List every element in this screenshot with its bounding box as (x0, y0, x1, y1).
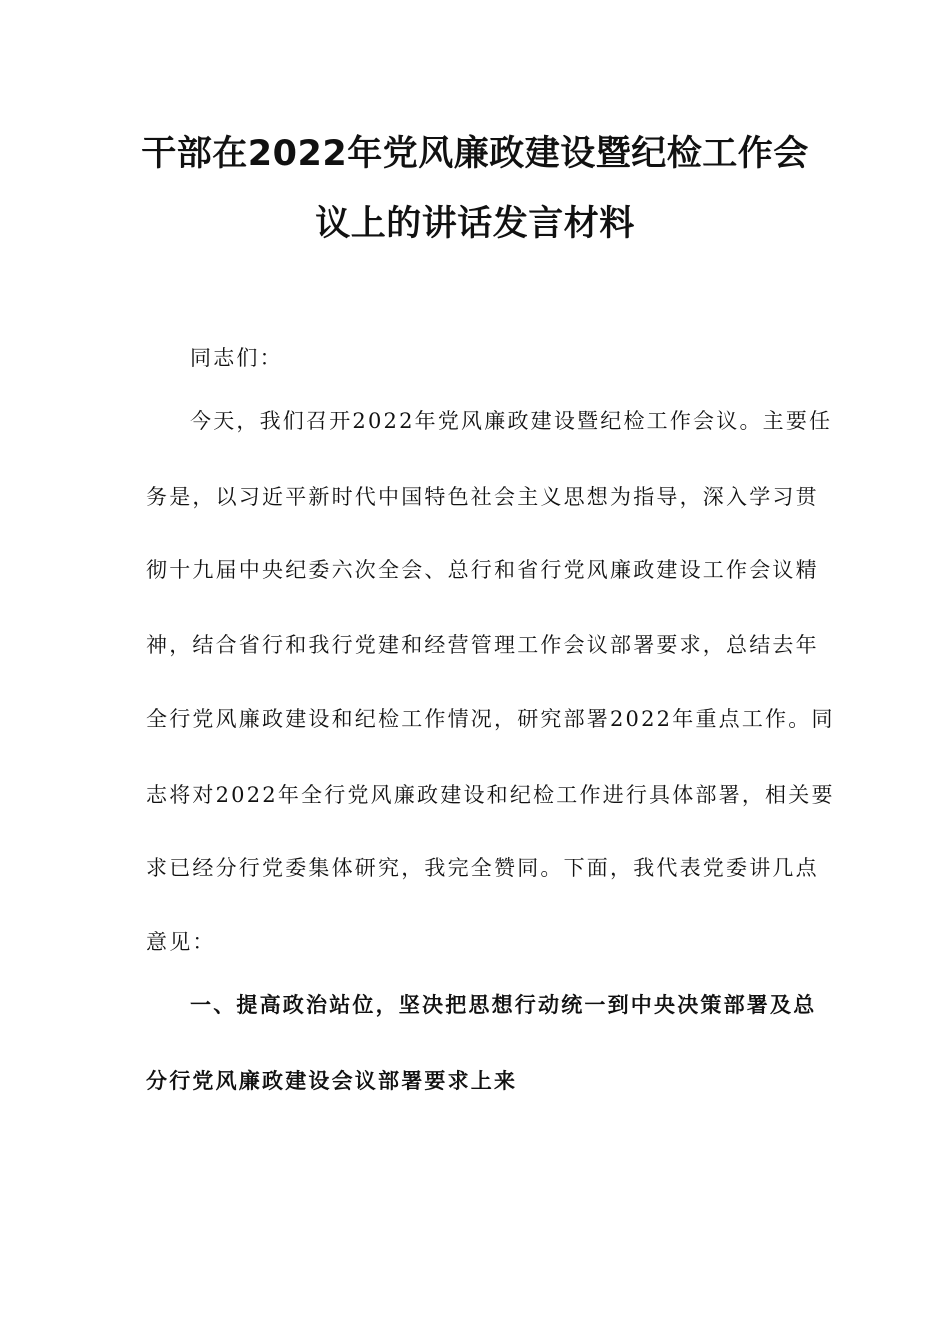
paragraph-1-line-2: 务是，以习近平新时代中国特色社会主义思想为指导，深入学习贯 (146, 485, 819, 509)
section-heading-1-line-2: 分行党风廉政建设会议部署要求上来 (146, 1069, 518, 1093)
document-title-line-1: 干部在2022年党风廉政建设暨纪检工作会 (141, 134, 809, 174)
section-heading-1-line-1: 一、提高政治站位，坚决把思想行动统一到中央决策部署及总 (190, 993, 817, 1017)
paragraph-1-line-8: 意见： (146, 930, 216, 954)
paragraph-1-line-3: 彻十九届中央纪委六次全会、总行和省行党风廉政建设工作会议精 (146, 558, 819, 582)
paragraph-1-line-1: 今天，我们召开2022年党风廉政建设暨纪检工作会议。主要任 (190, 409, 833, 433)
document-title-line-2: 议上的讲话发言材料 (315, 204, 635, 244)
paragraph-1-line-6: 志将对2022年全行党风廉政建设和纪检工作进行具体部署，相关要 (146, 783, 835, 807)
paragraph-1-line-4: 神，结合省行和我行党建和经营管理工作会议部署要求，总结去年 (146, 633, 819, 657)
paragraph-1-line-7: 求已经分行党委集体研究，我完全赞同。下面，我代表党委讲几点 (146, 856, 819, 880)
salutation: 同志们： (190, 346, 283, 370)
paragraph-1-line-5: 全行党风廉政建设和纪检工作情况，研究部署2022年重点工作。同 (146, 707, 835, 731)
